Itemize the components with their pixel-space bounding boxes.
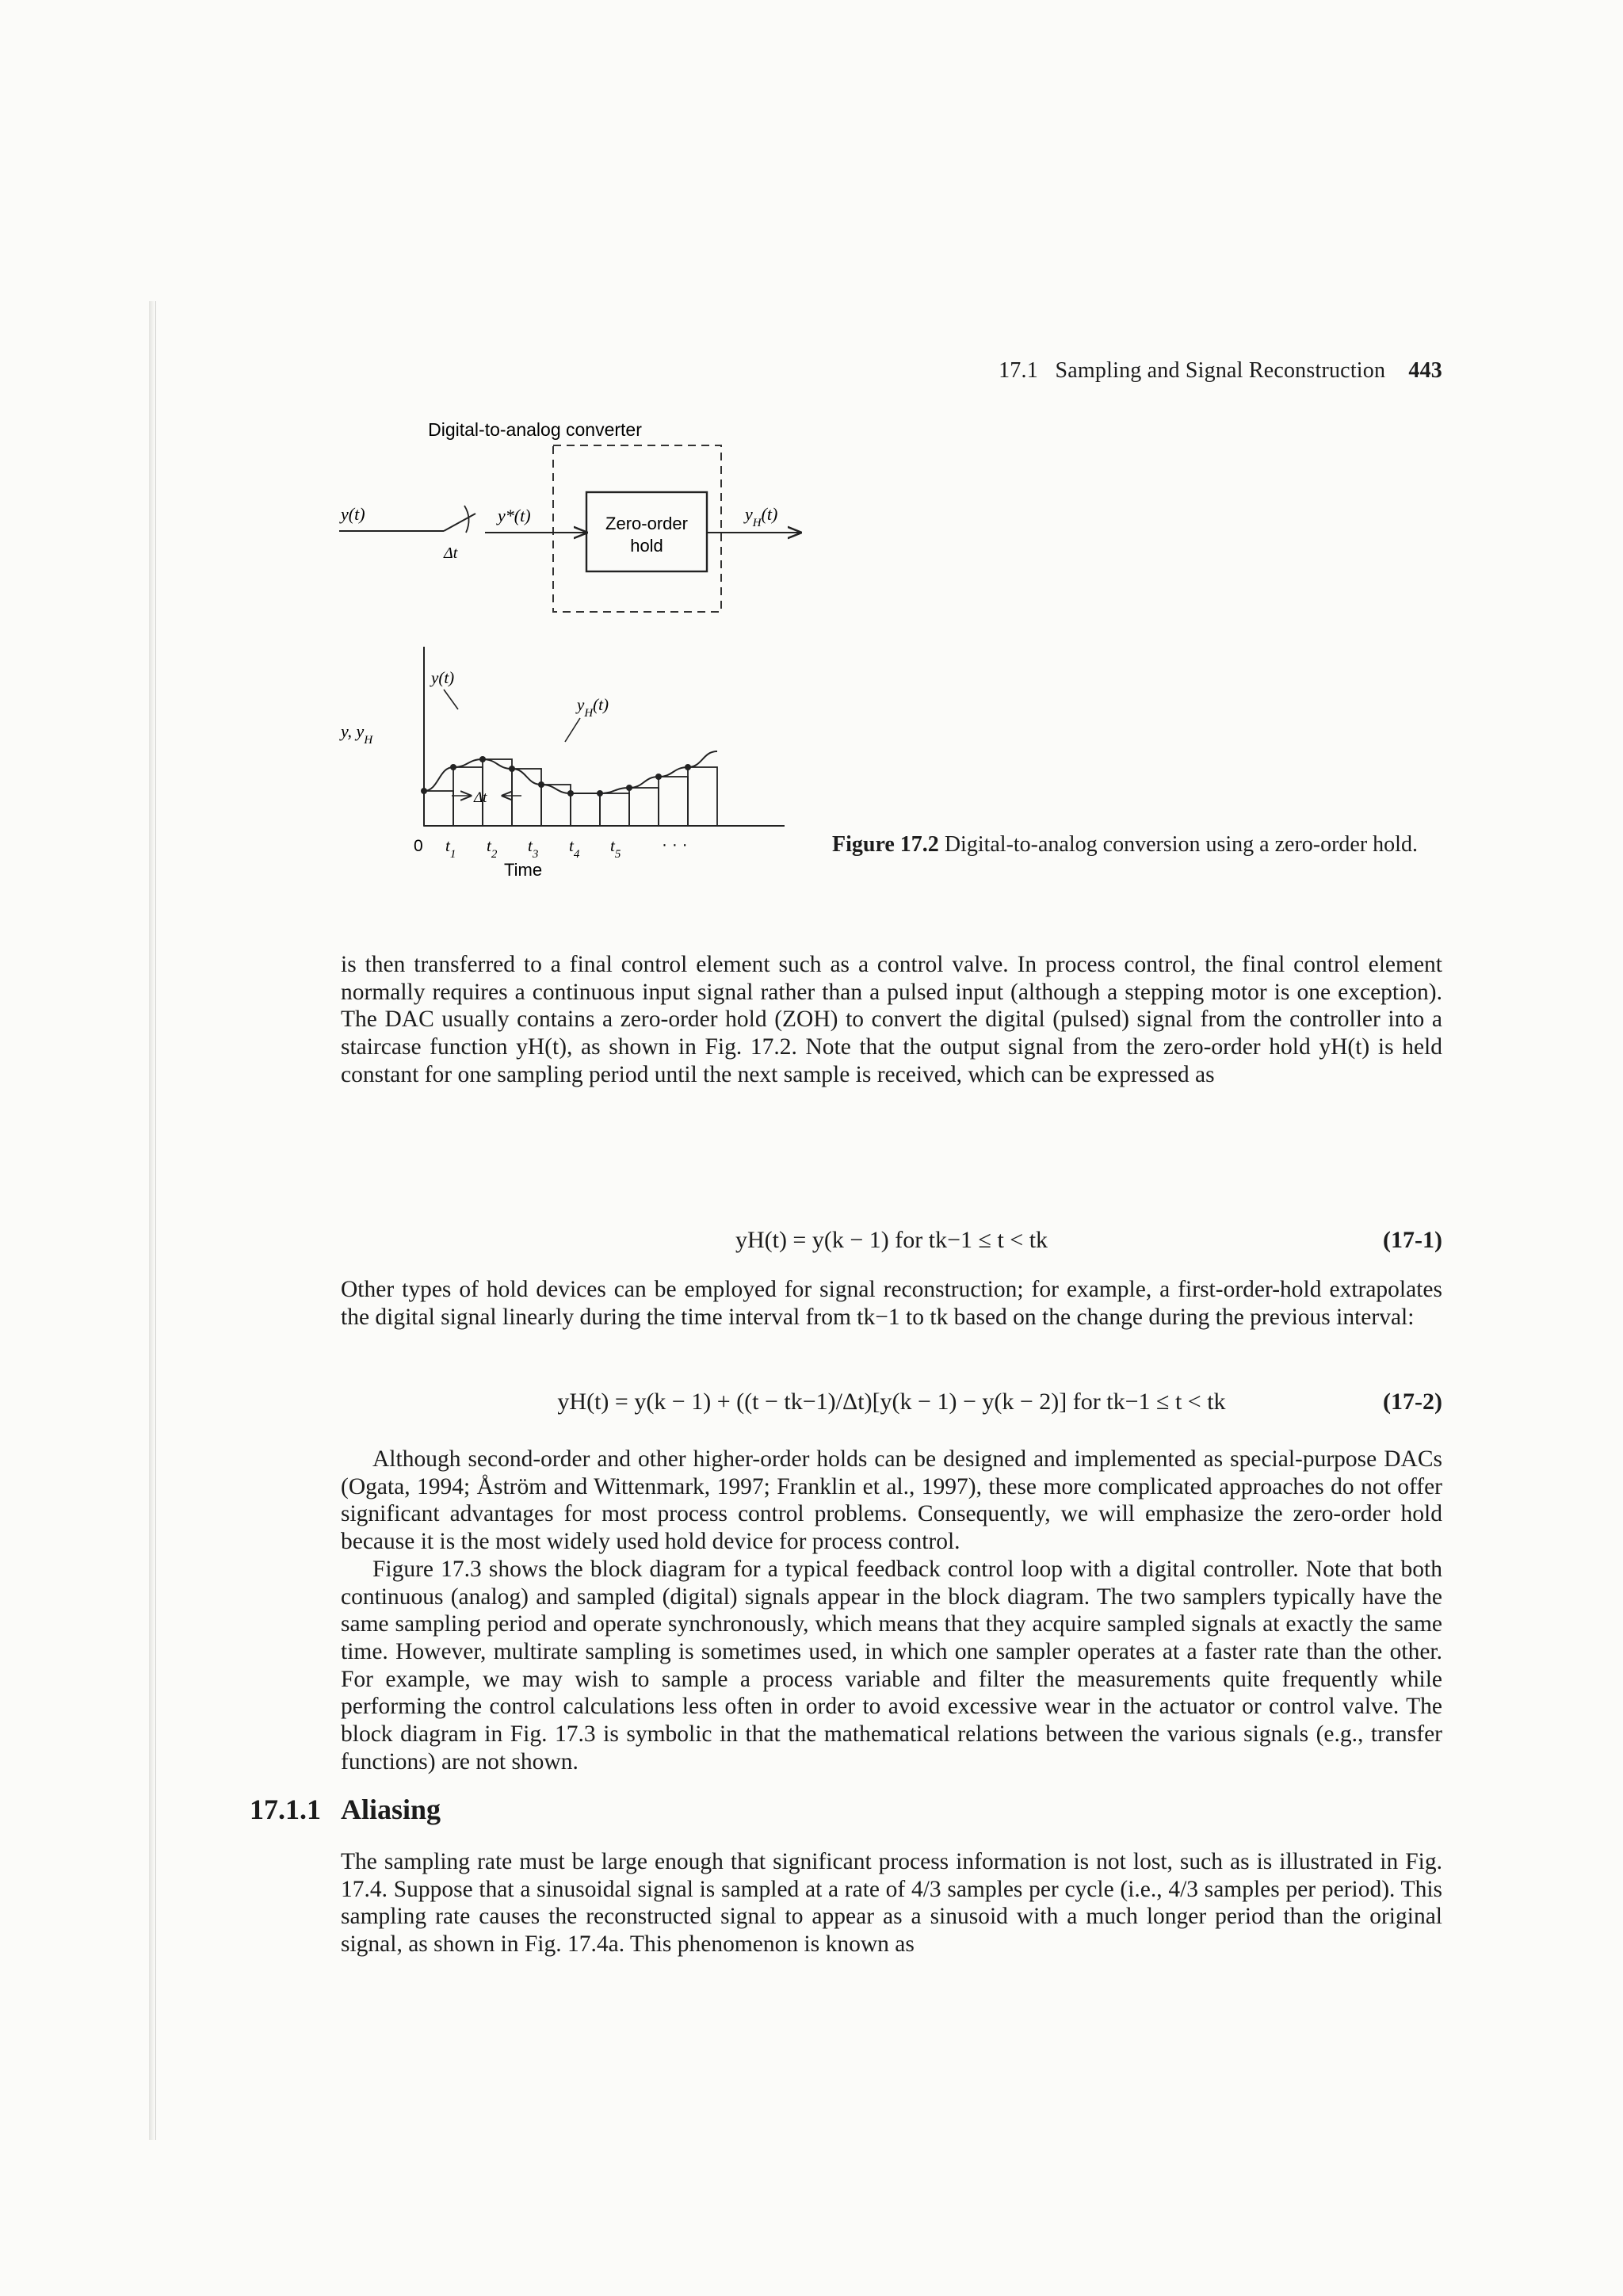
sample-point (509, 766, 515, 772)
equation-17-1-number: (17-1) (1383, 1227, 1442, 1253)
page-binding-shadow (149, 301, 155, 2140)
x-tick-labels (445, 836, 621, 861)
sample-point (479, 756, 486, 762)
figure-caption-text: Digital-to-analog conversion using a zero-order hold. (944, 832, 1418, 857)
zoh-bar (600, 793, 629, 826)
plot-ylabel-sub: H (364, 734, 373, 747)
figure-17-2 (325, 412, 778, 888)
paragraph-1-block (341, 951, 1442, 1089)
curve-label-pointer (444, 690, 458, 709)
section-title: Aliasing (341, 1794, 441, 1825)
x-tick-label: $t_5$ (610, 836, 621, 861)
output-signal-label (743, 504, 777, 529)
zoh-bar (483, 759, 512, 826)
sample-point (538, 781, 544, 788)
sample-point (567, 790, 574, 797)
paragraphs-3-4-block (341, 1446, 1442, 1775)
staircase-plot (339, 647, 785, 880)
hold-label-arg: (t) (593, 695, 609, 714)
equation-17-2-expression: yH(t) = y(k − 1) + ((t − tk−1)/Δt)[y(k − 1) − y(k − 2)] for tk−1 ≤ t < tk (557, 1389, 1226, 1415)
running-head-section: 17.1 (999, 358, 1038, 383)
hold-label-pointer (565, 718, 580, 742)
input-signal-label: y(t) (341, 504, 365, 524)
sample-point (450, 764, 456, 770)
equation-17-1 (341, 1227, 1442, 1259)
zoh-bar (659, 777, 688, 826)
paragraph-4: Figure 17.3 shows the block diagram for a typical feedback control loop with a digital controller. Note that both continuous (analog) and sampled (digital) signals appear in the block diagram. The two samplers typically have the same sampling period and operate synchronously, which means that they acquire sampled signals at exactly the same time. However, multirate sampling is sometimes used, in which one sampler operates at a faster rate than the other. For example, we may wish to sample a process variable and filter the measurements quite frequently while performing the control calculations less often in order to avoid excessive wear in the actuator or control valve. The block diagram in Fig. 17.3 is symbolic in that the mathematical relations between the various signals (e.g., transfer functions) are not shown. (341, 1556, 1442, 1775)
dac-label: Digital-to-analog converter (428, 419, 642, 440)
paragraph-3: Although second-order and other higher-order holds can be designed and implemented as special-purpose DACs (Ogata, 1994; Åström and Wittenmark, 1997; Franklin et al., 1997), these more complicated approaches do not offer significant advantages for most process control problems. Consequently, we will emphasize the zero-order hold because it is the most widely used hold device for process control. (341, 1446, 1442, 1555)
origin-tick: 0 (414, 837, 423, 855)
paragraph-5-block (341, 1848, 1442, 1958)
sample-point (421, 788, 427, 794)
page-binding-edge (155, 301, 156, 2140)
figure-caption (832, 831, 1442, 859)
paragraph-5: The sampling rate must be large enough that significant process information is not lost, such as is illustrated in Fig. 17.4. Suppose that a sinusoidal signal is sampled at a rate of 4/3 samples per cycle (i.e., 4/3 samples per period). This sampling rate causes the reconstructed signal to appear as a sinusoid with a much longer period than the original signal, as shown in Fig. 17.4a. This phenomenon is known as (341, 1849, 1442, 1958)
equation-17-2 (341, 1389, 1442, 1420)
output-signal-arg: (t) (761, 504, 778, 524)
output-signal-symbol: y (745, 504, 753, 524)
sample-point (597, 790, 603, 797)
dac-block-diagram (339, 419, 800, 612)
zoh-bar (571, 793, 600, 826)
paragraph-2-block (341, 1276, 1442, 1331)
x-tick-label: $t_3$ (528, 836, 539, 861)
paragraph-1: is then transferred to a final control element such as a control valve. In process control, the final control element normally requires a continuous input signal rather than a pulsed input (although a stepping motor is one exception). The DAC usually contains a zero-order hold (ZOH) to convert the digital (pulsed) signal from the controller into a staircase function yH(t), as shown in Fig. 17.2. Note that the output signal from the zero-order hold yH(t) is held constant for one sampling period until the next sample is received, which can be expressed as (341, 952, 1442, 1087)
zoh-bar (424, 791, 453, 826)
running-head-title: Sampling and Signal Reconstruction (1055, 358, 1386, 383)
sample-point (626, 785, 632, 791)
output-signal-subscript: H (752, 517, 762, 529)
zoh-bar (688, 767, 717, 826)
hold-label-symbol: y (577, 695, 585, 714)
sampled-signal-label: y*(t) (498, 506, 531, 525)
sampler-switch (444, 514, 475, 531)
hold-label-sub: H (584, 707, 594, 720)
sampling-interval-label: Δt (444, 544, 458, 562)
zoh-bar (541, 785, 571, 826)
curve-label: y(t) (431, 668, 455, 687)
figure-caption-label: Figure 17.2 (832, 832, 939, 857)
x-tick-label: $t_2$ (487, 836, 498, 861)
sample-point (685, 764, 691, 770)
tick-ellipsis: · · · (662, 835, 688, 854)
x-tick-label: $t_1$ (445, 836, 456, 861)
paragraph-2: Other types of hold devices can be employed for signal reconstruction; for example, a first-order-hold extrapolates the digital signal linearly during the time interval from tk−1 to tk based on the change during the previous interval: (341, 1277, 1442, 1330)
x-tick-label: $t_4$ (569, 836, 580, 861)
zoh-bar (629, 788, 659, 826)
hold-label (575, 695, 609, 720)
sample-point (655, 774, 662, 780)
equation-17-1-expression: yH(t) = y(k − 1) for tk−1 ≤ t < tk (735, 1227, 1048, 1253)
page-number: 443 (1408, 358, 1442, 383)
plot-ylabel-text: y, y (341, 721, 365, 741)
plot-ylabel (339, 721, 373, 747)
equation-17-2-number: (17-2) (1383, 1389, 1442, 1415)
section-number: 17.1.1 (250, 1794, 321, 1825)
plot-xlabel: Time (504, 860, 543, 880)
interval-label: Δt (474, 789, 487, 806)
sample-points (421, 756, 691, 797)
zoh-label-line2: hold (630, 536, 663, 556)
zoh-label-line1: Zero-order (605, 514, 688, 533)
running-head (903, 358, 1442, 384)
